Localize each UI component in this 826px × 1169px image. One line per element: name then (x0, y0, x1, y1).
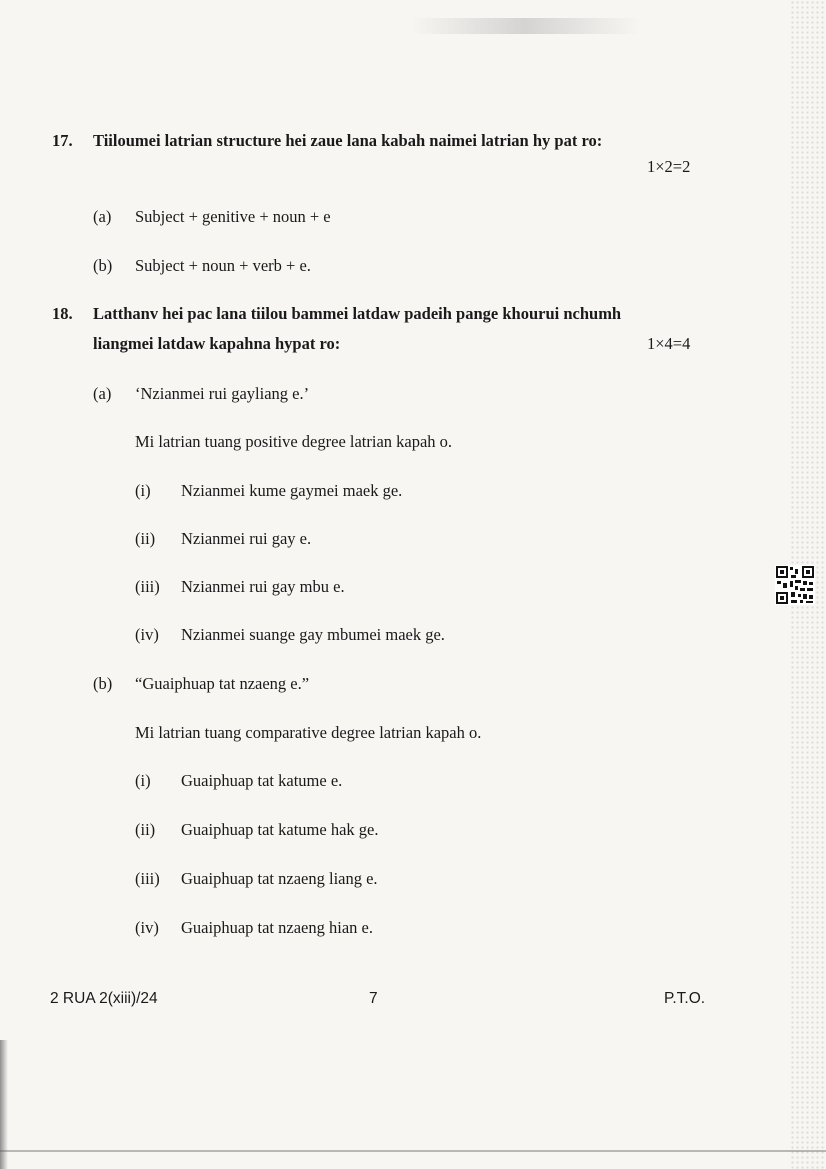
q18a-option-iv-text: Nzianmei suange gay mbumei maek ge. (181, 625, 445, 644)
q17-number: 17. (52, 131, 73, 150)
q18a-label: (a) (93, 384, 112, 403)
q17-text: Tiiloumei latrian structure hei zaue lana kabah naimei latrian hy pat ro: (93, 131, 603, 150)
q18a-option-iii-text: Nzianmei rui gay mbu e. (181, 577, 345, 596)
q18a-option-ii-text: Nzianmei rui gay e. (181, 529, 312, 548)
q18b-quote: “Guaiphuap tat nzaeng e.” (135, 674, 310, 693)
q18b-option-i-text: Guaiphuap tat katume e. (181, 771, 343, 790)
qr-code-icon (775, 565, 815, 605)
q17-option-b-label: (b) (93, 256, 113, 275)
q18-text-line2: liangmei latdaw kapahna hypat ro: (93, 334, 341, 353)
page-number: 7 (369, 990, 378, 1007)
q18a-option-i-label: (i) (135, 481, 151, 500)
q18a-option-ii-label: (ii) (135, 529, 156, 548)
q18b-option-iii-text: Guaiphuap tat nzaeng liang e. (181, 869, 378, 888)
q18b-label: (b) (93, 674, 113, 693)
q17-option-b-text: Subject + noun + verb + e. (135, 256, 311, 275)
q18a-quote: ‘Nzianmei rui gayliang e.’ (135, 384, 310, 403)
q18b-option-iv-text: Guaiphuap tat nzaeng hian e. (181, 918, 373, 937)
q18-text-line1: Latthanv hei pac lana tiilou bammei latdaw padeih pange khourui nchumh (93, 304, 622, 323)
q17-option-a-text: Subject + genitive + noun + e (135, 207, 331, 226)
q18a-option-iv-label: (iv) (135, 625, 159, 644)
q18b-option-ii-text: Guaiphuap tat katume hak ge. (181, 820, 379, 839)
q17-marks: 1×2=2 (647, 157, 691, 176)
q18b-option-iv-label: (iv) (135, 918, 159, 937)
q18-number: 18. (52, 304, 73, 323)
q18-marks: 1×4=4 (647, 334, 691, 353)
scan-bottom-edge (0, 1150, 826, 1152)
scan-smudge (410, 18, 640, 34)
q18a-option-i-text: Nzianmei kume gaymei maek ge. (181, 481, 403, 500)
q18a-prompt: Mi latrian tuang positive degree latrian kapah o. (135, 432, 453, 451)
q18b-option-i-label: (i) (135, 771, 151, 790)
q17-option-a-label: (a) (93, 207, 112, 226)
pto-label: P.T.O. (664, 990, 706, 1007)
q18a-option-iii-label: (iii) (135, 577, 160, 596)
q18b-option-ii-label: (ii) (135, 820, 156, 839)
q18b-prompt: Mi latrian tuang comparative degree latrian kapah o. (135, 723, 482, 742)
q18b-option-iii-label: (iii) (135, 869, 160, 888)
exam-code: 2 RUA 2(xiii)/24 (50, 990, 158, 1007)
